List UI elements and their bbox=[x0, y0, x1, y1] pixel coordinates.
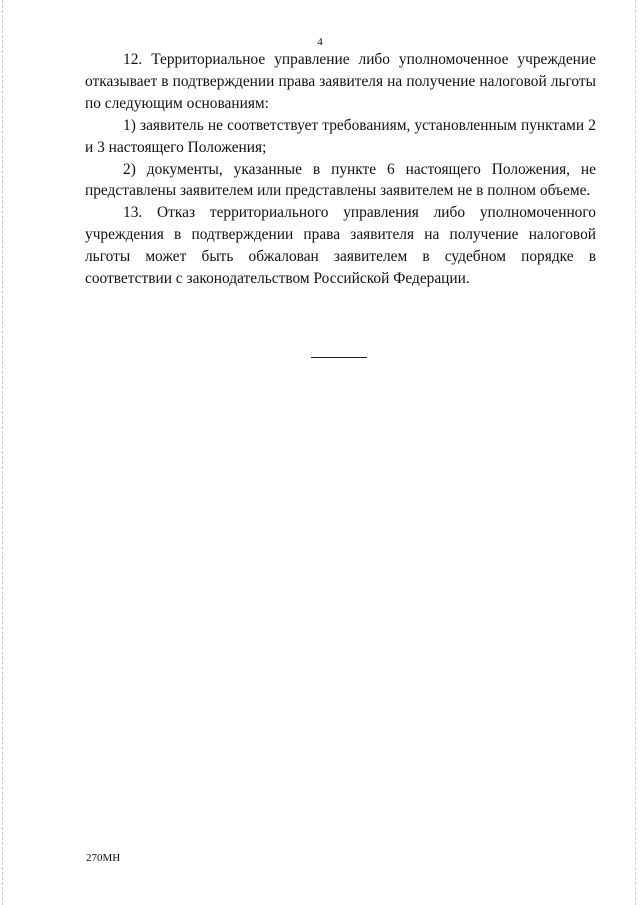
end-separator-line bbox=[311, 357, 367, 358]
scan-edge-right bbox=[635, 0, 637, 905]
paragraph-13: 13. Отказ территориального управления либо уполномоченного учреждения в подтверждении права заявителя на получение налоговой льготы может быть обжалован заявителем в судебном порядке в соответствии с законодательством Российской Федерации. bbox=[85, 204, 596, 288]
document-code: 270МН bbox=[86, 852, 121, 864]
paragraph-12: 12. Территориальное управление либо уполномоченное учреждение отказывает в подтверждении права заявителя на получение налоговой льготы по следующим основаниям: bbox=[85, 51, 596, 112]
page-number: 4 bbox=[317, 36, 323, 48]
list-item-1: 1) заявитель не соответствует требованиям, установленным пунктами 2 и 3 настоящего Положения; bbox=[85, 116, 596, 156]
list-item-2: 2) документы, указанные в пункте 6 настоящего Положения, не представлены заявителем или представлены заявителем не в полном объеме. bbox=[85, 160, 596, 200]
document-body bbox=[85, 49, 596, 290]
scan-edge-left bbox=[2, 0, 4, 905]
